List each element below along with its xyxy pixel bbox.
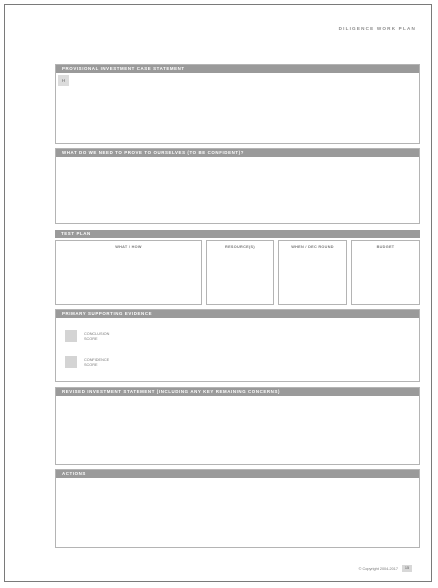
evidence-section[interactable] <box>55 309 420 382</box>
prove-section-title: WHAT DO WE NEED TO PROVE TO OURSELVES (TO BE CONFIDENT)? <box>56 149 419 157</box>
test-col-when[interactable] <box>278 240 347 305</box>
test-plan-title: TEST PLAN <box>55 230 420 238</box>
conclusion-score-box[interactable] <box>65 330 77 342</box>
confidence-score-label <box>84 358 134 368</box>
revised-statement-section[interactable] <box>55 387 420 465</box>
conclusion-score-line2: SCORE <box>84 337 98 341</box>
copyright-text: © Copyright 2004-2017 <box>358 566 398 571</box>
test-col-resources[interactable] <box>206 240 274 305</box>
revised-statement-title: REVISED INVESTMENT STATEMENT (INCLUDING ANY KEY REMAINING CONCERNS) <box>56 388 419 396</box>
conclusion-score-label <box>84 332 134 342</box>
page-number: 15 <box>402 565 412 572</box>
test-plan-section <box>55 230 420 305</box>
section-marker: H <box>58 75 69 86</box>
confidence-score-line1: CONFIDENCE <box>84 358 110 362</box>
test-col-budget-label: BUDGET <box>376 245 395 249</box>
page-footer <box>359 565 412 572</box>
confidence-score-box[interactable] <box>65 356 77 368</box>
test-col-what-how[interactable] <box>55 240 202 305</box>
actions-section-title: ACTIONS <box>56 470 419 478</box>
test-col-when-label: WHEN / DEC ROUND <box>291 245 334 249</box>
confidence-score-line2: SCORE <box>84 363 98 367</box>
provisional-statement-title: PROVISIONAL INVESTMENT CASE STATEMENT <box>56 65 419 73</box>
page-header-title: DILIGENCE WORK PLAN <box>338 26 416 31</box>
actions-section[interactable] <box>55 469 420 548</box>
test-col-what-how-label: WHAT / HOW <box>115 245 142 249</box>
provisional-statement-section[interactable] <box>55 64 420 144</box>
conclusion-score-line1: CONCLUSION <box>84 332 110 336</box>
test-plan-columns <box>55 238 420 305</box>
test-col-budget[interactable] <box>351 240 420 305</box>
test-col-resources-label: RESOURCE(S) <box>225 245 255 249</box>
evidence-section-title: PRIMARY SUPPORTING EVIDENCE <box>56 310 419 318</box>
prove-section[interactable] <box>55 148 420 224</box>
